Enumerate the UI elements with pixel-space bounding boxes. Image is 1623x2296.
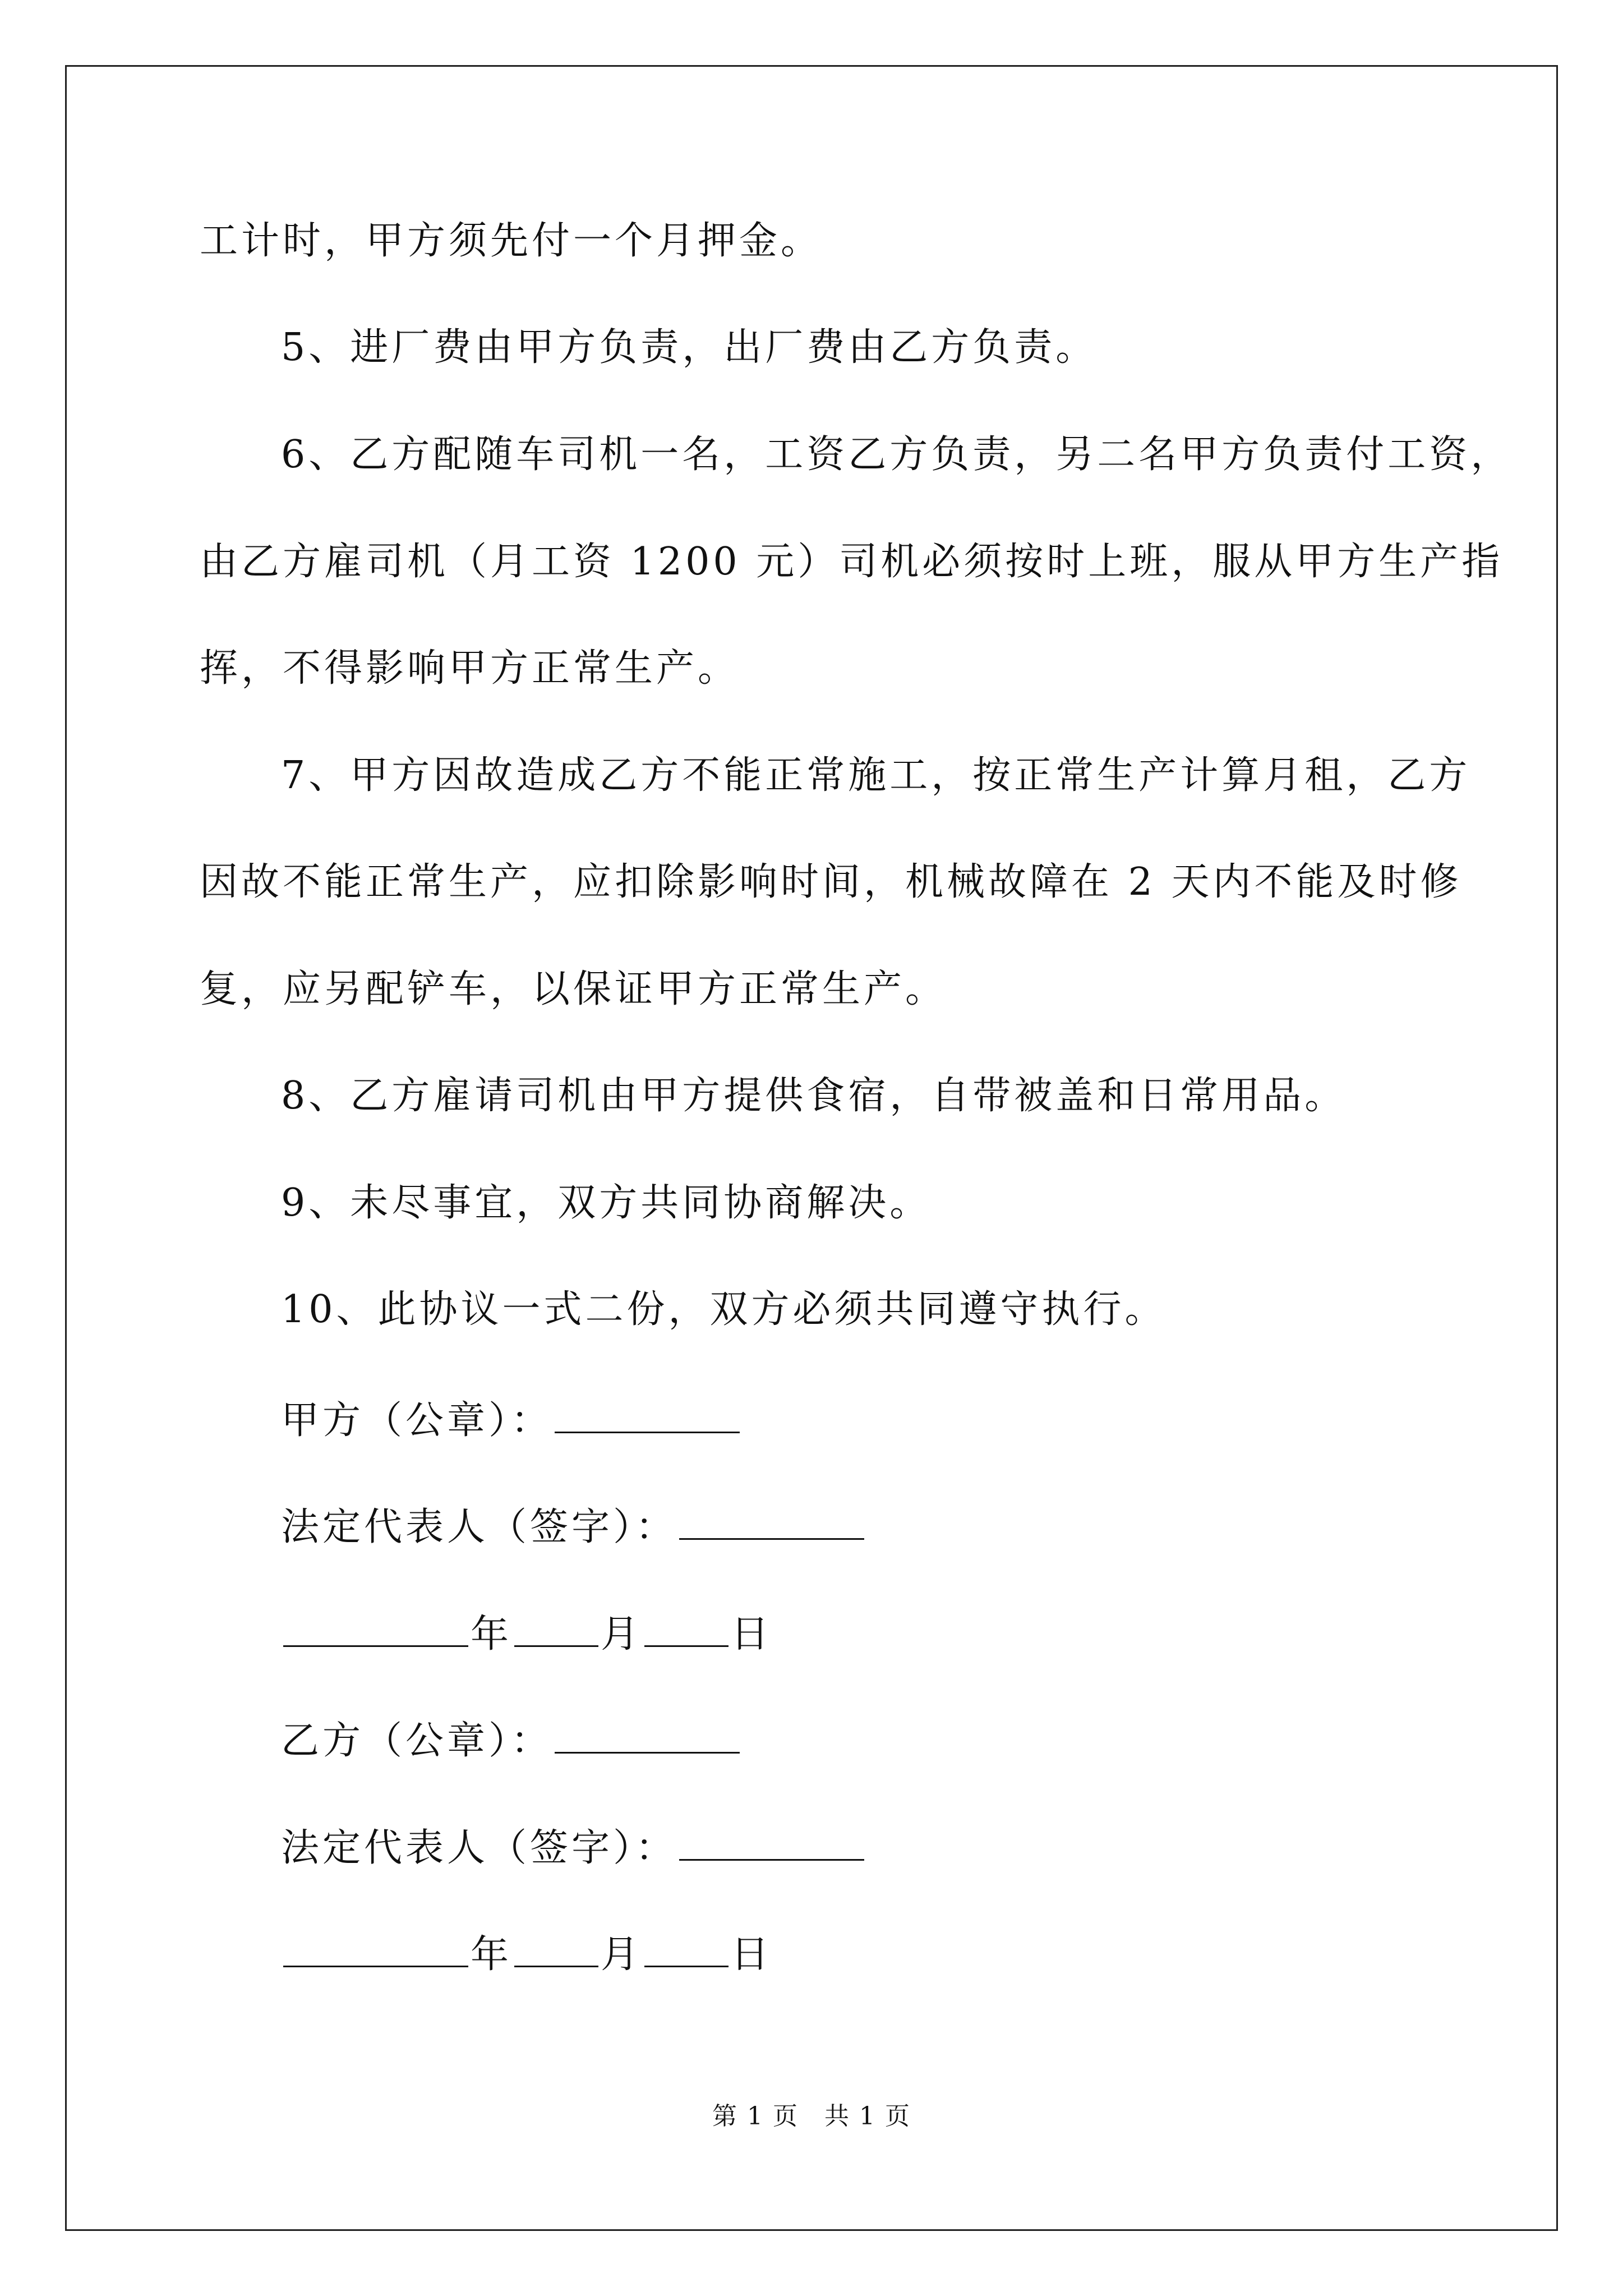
party-b-seal-line [281,1715,742,1764]
party-b-date-line [281,1929,772,1977]
year-label: 年 [471,1932,513,1977]
page-border [65,65,1558,2231]
clause-6-line-1: 6、乙方配随车司机一名，工资乙方负责，另二名甲方负责付工资， [281,432,1513,477]
party-b-day-blank[interactable] [644,1929,728,1967]
day-label: 日 [731,1612,773,1657]
party-a-label: 甲方（公章）： [281,1398,553,1443]
clause-7-line-1: 7、甲方因故造成乙方不能正常施工，按正常生产计算月租，乙方 [281,753,1471,798]
party-a-rep-line [281,1501,866,1550]
party-a-rep-label: 法定代表人（签字）： [281,1505,677,1549]
clause-6-line-2: 由乙方雇司机（月工资 1200 元）司机必须按时上班，服从甲方生产指 [200,540,1504,584]
page-number: 第 1 页 共 1 页 [712,2102,911,2131]
party-a-year-blank[interactable] [283,1608,468,1647]
party-b-year-blank[interactable] [283,1929,468,1967]
party-a-seal-line [281,1395,742,1443]
clause-5: 5、进厂费由甲方负责，出厂费由乙方负责。 [281,325,1098,370]
month-label: 月 [601,1612,643,1657]
day-label: 日 [731,1932,773,1977]
paragraph-line: 工计时，甲方须先付一个月押金。 [200,219,823,263]
party-b-seal-blank[interactable] [555,1715,740,1754]
clause-7-line-3: 复，应另配铲车，以保证甲方正常生产。 [200,967,947,1011]
clause-8: 8、乙方雇请司机由甲方提供食宿，自带被盖和日常用品。 [281,1074,1347,1118]
clause-7-line-2: 因故不能正常生产，应扣除影响时间，机械故障在 2 天内不能及时修 [200,860,1462,904]
clause-10: 10、此协议一式二份，双方必须共同遵守执行。 [281,1287,1166,1332]
party-b-rep-line [281,1822,866,1871]
party-b-rep-label: 法定代表人（签字）： [281,1826,677,1870]
clause-9: 9、未尽事宜，双方共同协商解决。 [281,1181,932,1225]
year-label: 年 [471,1612,513,1657]
clause-6-line-3: 挥，不得影响甲方正常生产。 [200,646,740,691]
party-b-label: 乙方（公章）： [281,1719,553,1763]
party-a-date-line [281,1608,772,1657]
party-a-signature-blank[interactable] [679,1501,864,1540]
month-label: 月 [601,1932,643,1977]
party-a-day-blank[interactable] [644,1608,728,1647]
party-a-month-blank[interactable] [514,1608,598,1647]
party-b-signature-blank[interactable] [679,1822,864,1861]
party-b-month-blank[interactable] [514,1929,598,1967]
party-a-seal-blank[interactable] [555,1395,740,1433]
